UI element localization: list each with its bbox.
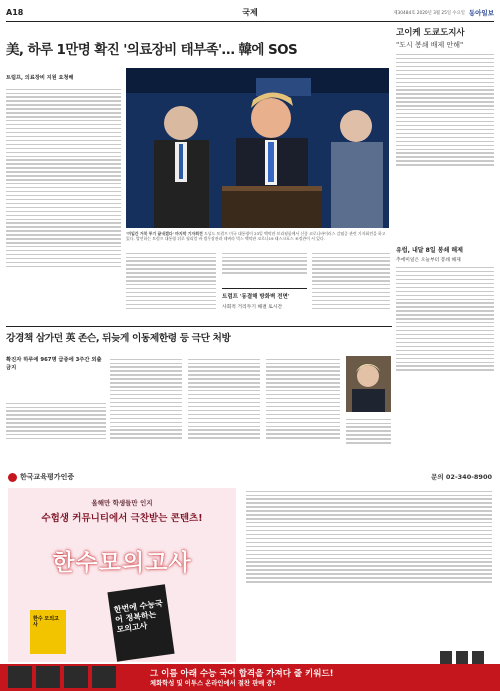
ad-banner-line-2: 체화학성 및 이투스 온라인에서 절찬 판매 중! <box>150 680 276 687</box>
sidebar-kicker: 고이케 도쿄도지사 <box>396 28 465 38</box>
johnson-photo <box>346 356 391 412</box>
masthead-logo: 동아일보 <box>468 9 494 17</box>
second-subhead: 확진자 하루에 967명 급증에 3주간 외출 금지 <box>6 357 102 371</box>
photo-caption-title: '미일간 거북 투기 끝내겠다' 마지막 기자회견 <box>126 231 203 236</box>
photo-caption-body: 도널드 트럼프 미국 대통령이 23일 백악관 브리핑룸에서 신종 코로나바이러스 감염증 관련 기자회견을 하고 있다. 발언하는 트럼프 대통령 뒤로 윌리엄 바 법무장관과 데버라 벅스 백악관 코로나19 태스크포스 조정관이 서 있다. <box>126 231 386 242</box>
sidebar-story-2 <box>396 245 494 373</box>
ad-book-2 <box>107 584 174 661</box>
page-header <box>6 4 494 22</box>
advertisement <box>0 468 500 691</box>
sub-headline-1: 트럼프 '동결해 방화벽 전면' <box>222 288 307 300</box>
main-headline: 美, 하루 1만명 확진 '의료장비 태부족'… 韓에 SOS <box>6 42 298 58</box>
page-number: A18 <box>6 8 24 17</box>
press-briefing-illustration <box>126 68 389 228</box>
sub-headline-2: 사회적 거리두기 해결 토시간 <box>222 305 283 310</box>
article-column-3 <box>222 250 307 286</box>
ad-big-title: 한수모의고사 <box>52 550 192 576</box>
ad-visual <box>8 488 236 662</box>
second-headline: 강경책 삼가던 英 존슨, 뒤늦게 이동제한령 등 극단 처방 <box>6 333 231 344</box>
second-column-0 <box>6 400 106 442</box>
ad-banner-line-1: 그 이름 아래 수능 국어 합격을 가져다 줄 키워드! <box>150 669 334 679</box>
second-column-3 <box>266 356 340 441</box>
issue-info: 제30484호 2020년 3월 25일 수요일 <box>393 10 465 16</box>
second-column-2 <box>188 356 260 441</box>
ad-phone: 문의 02-340-8900 <box>431 473 492 481</box>
article-column-2 <box>126 250 216 312</box>
news-photo <box>126 68 389 228</box>
ad-book-1 <box>30 610 66 654</box>
sidebar-story-2-title: 유럽, 내달 8일 봉쇄 해제 <box>396 247 463 254</box>
sidebar-kicker-2: "도시 봉쇄 배제 안해" <box>396 41 464 49</box>
second-column-4 <box>346 416 391 446</box>
photo-caption <box>126 231 389 241</box>
ad-line-1: 올해만 학생들만 인지 <box>91 499 153 507</box>
article-column-4 <box>312 250 390 312</box>
main-byline: 트럼프, 의료장비 지원 요청해 <box>6 75 74 81</box>
ad-text-block <box>246 488 492 660</box>
ad-book-2-title: 한번에 수능국어 정복하는 모의고사 <box>113 598 164 635</box>
book-cover-icon <box>8 666 32 688</box>
section-divider <box>6 326 392 327</box>
ad-brand <box>8 472 74 482</box>
portrait-illustration <box>346 356 391 412</box>
sub-headline-box <box>222 288 307 310</box>
ad-banner <box>0 664 500 691</box>
book-cover-icon <box>64 666 88 688</box>
book-cover-icon <box>36 666 60 688</box>
sidebar-story <box>396 28 494 168</box>
ad-line-2: 수험생 커뮤니티에서 극찬받는 콘텐츠! <box>41 513 203 524</box>
ad-brand-name: 한국교육평가인증 <box>20 473 75 481</box>
sidebar-story-2-sub: 추에미일은 오늘부터 봉쇄 해제 <box>396 258 461 263</box>
book-cover-icon <box>92 666 116 688</box>
ad-body-text <box>246 488 492 585</box>
ad-book-1-title: 한수 모의고사 <box>33 616 59 628</box>
sidebar-story-2-body <box>396 267 494 371</box>
second-column-1 <box>110 356 182 441</box>
article-column-1 <box>6 86 121 270</box>
brand-logo-icon <box>8 473 17 482</box>
section-title: 국제 <box>242 8 258 17</box>
sidebar-body <box>396 54 494 166</box>
